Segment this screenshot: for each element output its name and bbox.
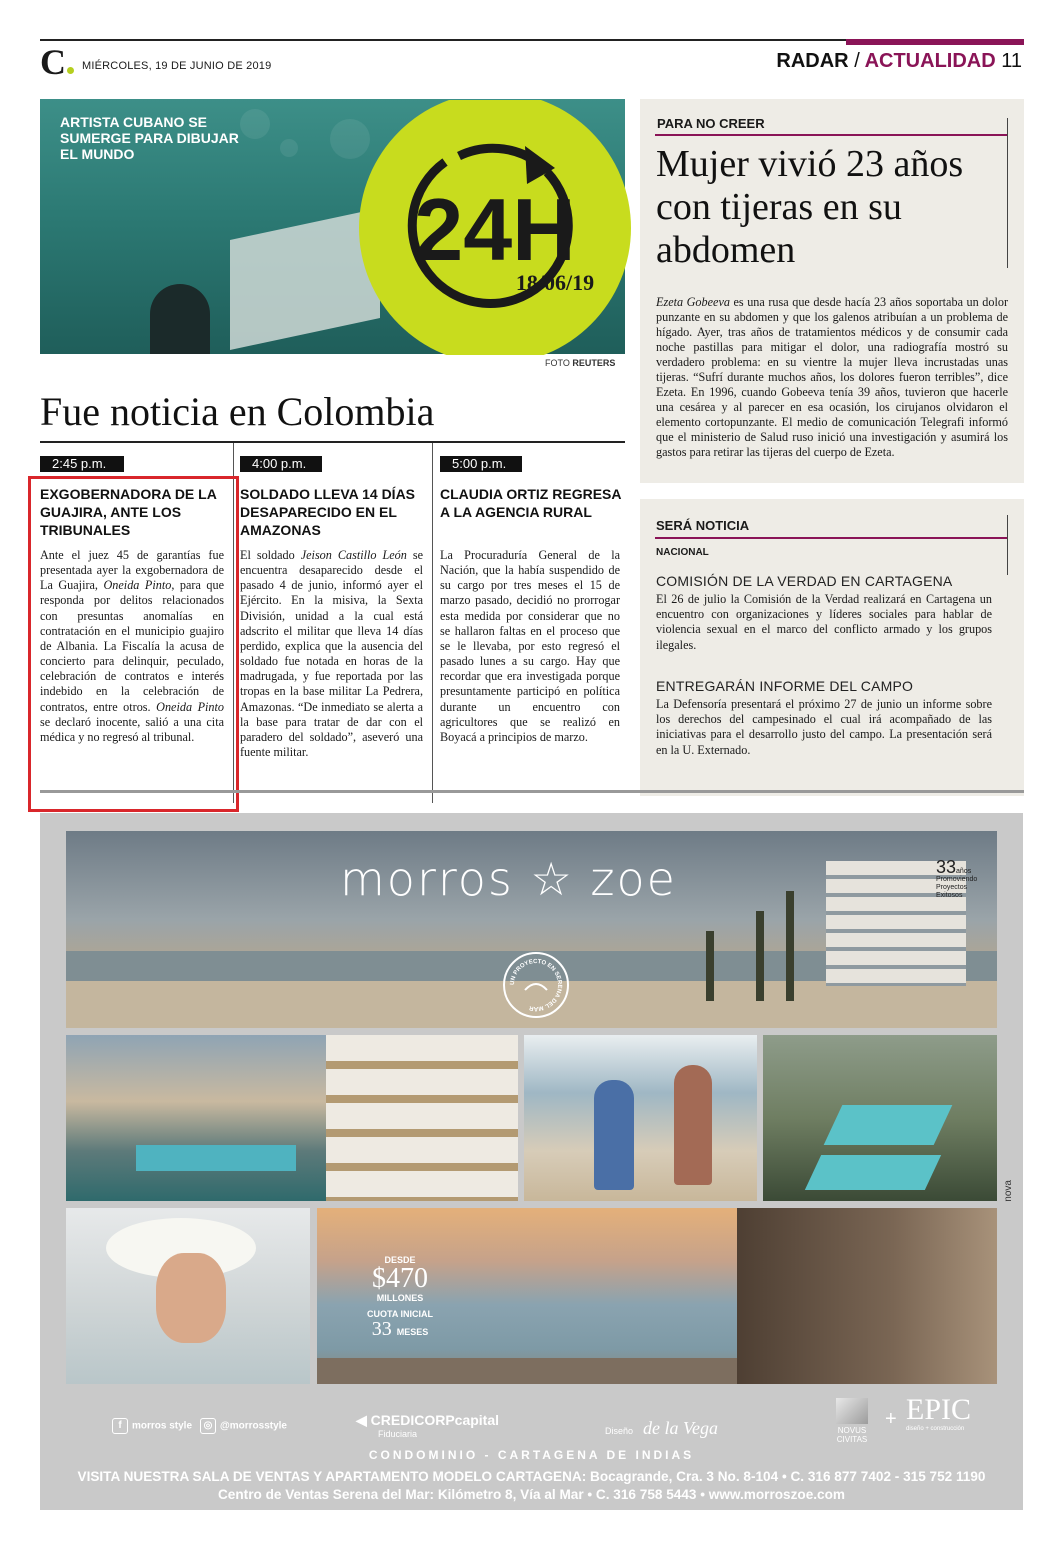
news-title: SOLDADO LLEVA 14 DÍAS DESAPARECIDO EN EL AMAZONAS bbox=[240, 486, 416, 538]
ad-visit-line: VISITA NUESTRA SALA DE VENTAS Y APARTAMENTO MODELO CARTAGENA: Bocagrande, Cra. 3 No. 8-104 • C. 316 877 7402 - 315 752 1190 bbox=[77, 1469, 986, 1484]
body-text: El soldado bbox=[240, 548, 301, 562]
hero-caption: ARTISTA CUBANO SE SUMERGE PARA DIBUJAR EL MUNDO bbox=[60, 114, 239, 162]
para-no-creer-body bbox=[656, 295, 1008, 461]
instagram-text: @morrosstyle bbox=[220, 1420, 287, 1432]
dateline: MIÉRCOLES, 19 DE JUNIO DE 2019 bbox=[82, 60, 272, 72]
time-tag: 5:00 p.m. bbox=[440, 456, 522, 472]
ad-years-badge bbox=[936, 858, 992, 900]
body-lead-name: Ezeta Gobeeva bbox=[656, 295, 730, 309]
body-text: se encuentra desaparecido desde el pasado 4 de junio, informó ayer el Ejército. En la misiva, la Sexta División, unidad a la cual está adscrito el militar que lleva 14 días perdido, explica que la ausencia del soldado fue notada en horas de la madrugada, y fue reportada por las tropas en la base militar La Pedrera, Amazonas. “De inmediato se alerta a la base para tratar de dar con el paradero del soldado”, aseveró una fuente militar. bbox=[240, 548, 423, 760]
kicker-rule bbox=[655, 537, 1007, 539]
para-no-creer-kicker: PARA NO CREER bbox=[657, 116, 765, 131]
section-separator: / bbox=[854, 50, 860, 72]
news-body bbox=[240, 548, 423, 760]
kicker-vertical-rule bbox=[1007, 118, 1008, 268]
ad-pool-terrace-photo bbox=[66, 1035, 518, 1201]
kicker-vertical-rule bbox=[1007, 515, 1008, 575]
ad-centro-line: Centro de Ventas Serena del Mar: Kilómetro 8, Vía al Mar • C. 316 758 5443 • www.morroszoe.com bbox=[217, 1487, 845, 1502]
ad-woman-hat-photo bbox=[66, 1208, 310, 1384]
price-unit: MILLONES bbox=[376, 1293, 424, 1303]
24h-badge bbox=[359, 100, 631, 355]
body-text: se declaró inocente, salió a una cita médica y no regresó al tribunal. bbox=[40, 714, 224, 744]
novus-civitas-logo bbox=[830, 1398, 874, 1444]
main-rule bbox=[40, 441, 625, 443]
kicker-rule bbox=[655, 134, 1007, 136]
section-name: RADAR bbox=[776, 50, 849, 72]
category-label: NACIONAL bbox=[656, 547, 709, 558]
facebook-text: morros style bbox=[132, 1420, 193, 1432]
novus-text: NOVUS CIVITAS bbox=[836, 1426, 868, 1444]
credicorp-sub: Fiduciaria bbox=[378, 1429, 418, 1439]
instagram-icon: ◎ bbox=[200, 1418, 216, 1434]
body-text: Ante el juez 45 de garantías fue presentada ayer la exgobernadora de La Guajira, bbox=[40, 548, 224, 593]
credit-source: REUTERS bbox=[572, 358, 616, 368]
ad-condo-line: CONDOMINIO - CARTAGENA DE INDIAS bbox=[368, 1448, 695, 1462]
sera-noticia-kicker: SERÁ NOTICIA bbox=[656, 518, 750, 533]
body-text: , para que responda por delitos relacionados con presuntas anomalías en contratación en el municipio guajiro de Albania. La Fiscalía la acusa de concierto para delinquir, peculado, celebración de contratos e interés indebido en la celebración de contratos, entre otros. bbox=[40, 578, 224, 714]
time-tag: 2:45 p.m. bbox=[40, 456, 124, 472]
price-block bbox=[360, 1255, 440, 1342]
upcoming-body: La Defensoría presentará el próximo 27 de junio un informe sobre los derechos del campesinado el cual irá acompañado de las iniciativas para el desarrollo justo del campo. La presentación será en la U. Externado. bbox=[656, 697, 992, 757]
time-tag: 4:00 p.m. bbox=[240, 456, 322, 472]
years-number: 33 bbox=[936, 857, 957, 877]
years-unit: años bbox=[956, 868, 972, 875]
body-name-italic: Oneida Pinto bbox=[156, 699, 224, 714]
quota-label: CUOTA INICIAL bbox=[367, 1309, 433, 1319]
section-label bbox=[776, 50, 1022, 73]
news-title: CLAUDIA ORTIZ REGRESA A LA AGENCIA RURAL bbox=[440, 486, 621, 520]
news-body bbox=[440, 548, 620, 745]
price-prefix: DESDE bbox=[384, 1255, 416, 1265]
upcoming-title: ENTREGARÁN INFORME DEL CAMPO bbox=[656, 678, 914, 694]
highlight-box bbox=[28, 476, 239, 812]
upcoming-body: El 26 de julio la Comisión de la Verdad realizará en Cartagena un encuentro con organizaciones y líderes sociales para hablar de violencia sexual en el marco del conflicto armado y los grupos ilegales. bbox=[656, 592, 992, 652]
design-credit bbox=[605, 1418, 718, 1439]
newspaper-logo: C bbox=[40, 44, 74, 80]
subsection-name: ACTUALIDAD bbox=[864, 50, 996, 72]
design-label: Diseño bbox=[605, 1426, 634, 1436]
epic-sub: diseño + construcción bbox=[906, 1426, 965, 1432]
seal-text: UN PROYECTO EN SERENA DEL MAR bbox=[509, 958, 563, 1012]
body-name-italic: Jeison Castillo León bbox=[300, 548, 407, 562]
body-text: La Procuraduría General de la Nación, que la había suspendido de su cargo por tres meses el 15 de marzo pasado, decidió no prorrogar esta medida por considerar que no se hallaron faltas en el proceso que se le llevaba, por esto regresó el pasado lunes a su cargo. Hay que recordar que era investigada porque presuntamente participó en política durante un encuentro con agricultores que se realizó en Boyacá a principios de marzo. bbox=[440, 548, 620, 744]
page-divider bbox=[40, 790, 1024, 793]
credicorp-arrow-icon: ◀ bbox=[356, 1412, 371, 1428]
body-text: es una rusa que desde hacía 23 años soportaba un dolor punzante en su abdomen y que los galenos atribuían a un problema de hígado. Ayer, tras años de tratamientos médicos y de consumir cada noche pastillas para mitigar el dolor, una radiografía mostró su verdadero problema: en su vientre la mujer lleva incrustadas unas tijeras. “Sufrí durante muchos años, los dolores fueron terribles”, dice Ezeta. En 1996, cuando Gobeeva tenía 39 años, tuvieron que hacerle una cesárea y al parecer en esa ocasión, los cirujanos olvidaron el elemento cortopunzante. El medio de comunicación Telegrafi informó que el ministerio de Salud ruso inició una investigación y asumirá los gastos para retirar las tijeras del cuerpo de Ezeta. bbox=[656, 295, 1008, 460]
design-signature: de la Vega bbox=[643, 1418, 718, 1438]
para-no-creer-headline: Mujer vivió 23 años con tijeras en su abdomen bbox=[656, 143, 964, 271]
credicorp-text: CREDICORPcapital bbox=[370, 1412, 500, 1428]
years-text: Promoviendo Proyectos Exitosos bbox=[936, 876, 978, 899]
quota-months bbox=[360, 1319, 440, 1342]
upcoming-title: COMISIÓN DE LA VERDAD EN CARTAGENA bbox=[656, 573, 953, 589]
facebook-icon: f bbox=[112, 1418, 128, 1434]
price-value: $470 bbox=[372, 1263, 428, 1294]
section-accent-bar bbox=[846, 39, 1024, 45]
photo-credit bbox=[545, 358, 615, 368]
column-divider bbox=[432, 443, 433, 803]
badge-date: 18/06/19 bbox=[515, 270, 595, 295]
ad-brand-logo: morros ☆ zoe bbox=[340, 852, 677, 906]
ad-side-label: nova bbox=[1003, 1180, 1014, 1202]
epic-text: EPIC bbox=[906, 1393, 972, 1426]
facebook-handle bbox=[112, 1418, 192, 1434]
ad-aerial-pool-photo bbox=[763, 1035, 997, 1201]
serena-del-mar-seal bbox=[503, 952, 569, 1018]
news-title: EXGOBERNADORA DE LA GUAJIRA, ANTE LOS TRIBUNALES bbox=[40, 486, 217, 538]
badge-24h-text: 24H bbox=[414, 180, 576, 279]
credicorp-logo bbox=[356, 1412, 499, 1439]
instagram-handle bbox=[200, 1418, 287, 1434]
credit-prefix: FOTO bbox=[545, 358, 570, 368]
quota-unit: MESES bbox=[396, 1327, 429, 1337]
main-headline: Fue noticia en Colombia bbox=[40, 389, 435, 434]
quota-number: 33 bbox=[371, 1318, 392, 1340]
epic-logo bbox=[906, 1395, 971, 1433]
page-number: 11 bbox=[1001, 50, 1022, 72]
body-name-italic: Oneida Pinto bbox=[103, 578, 172, 593]
logo-plus: + bbox=[885, 1408, 897, 1430]
ad-kids-beach-photo bbox=[524, 1035, 757, 1201]
